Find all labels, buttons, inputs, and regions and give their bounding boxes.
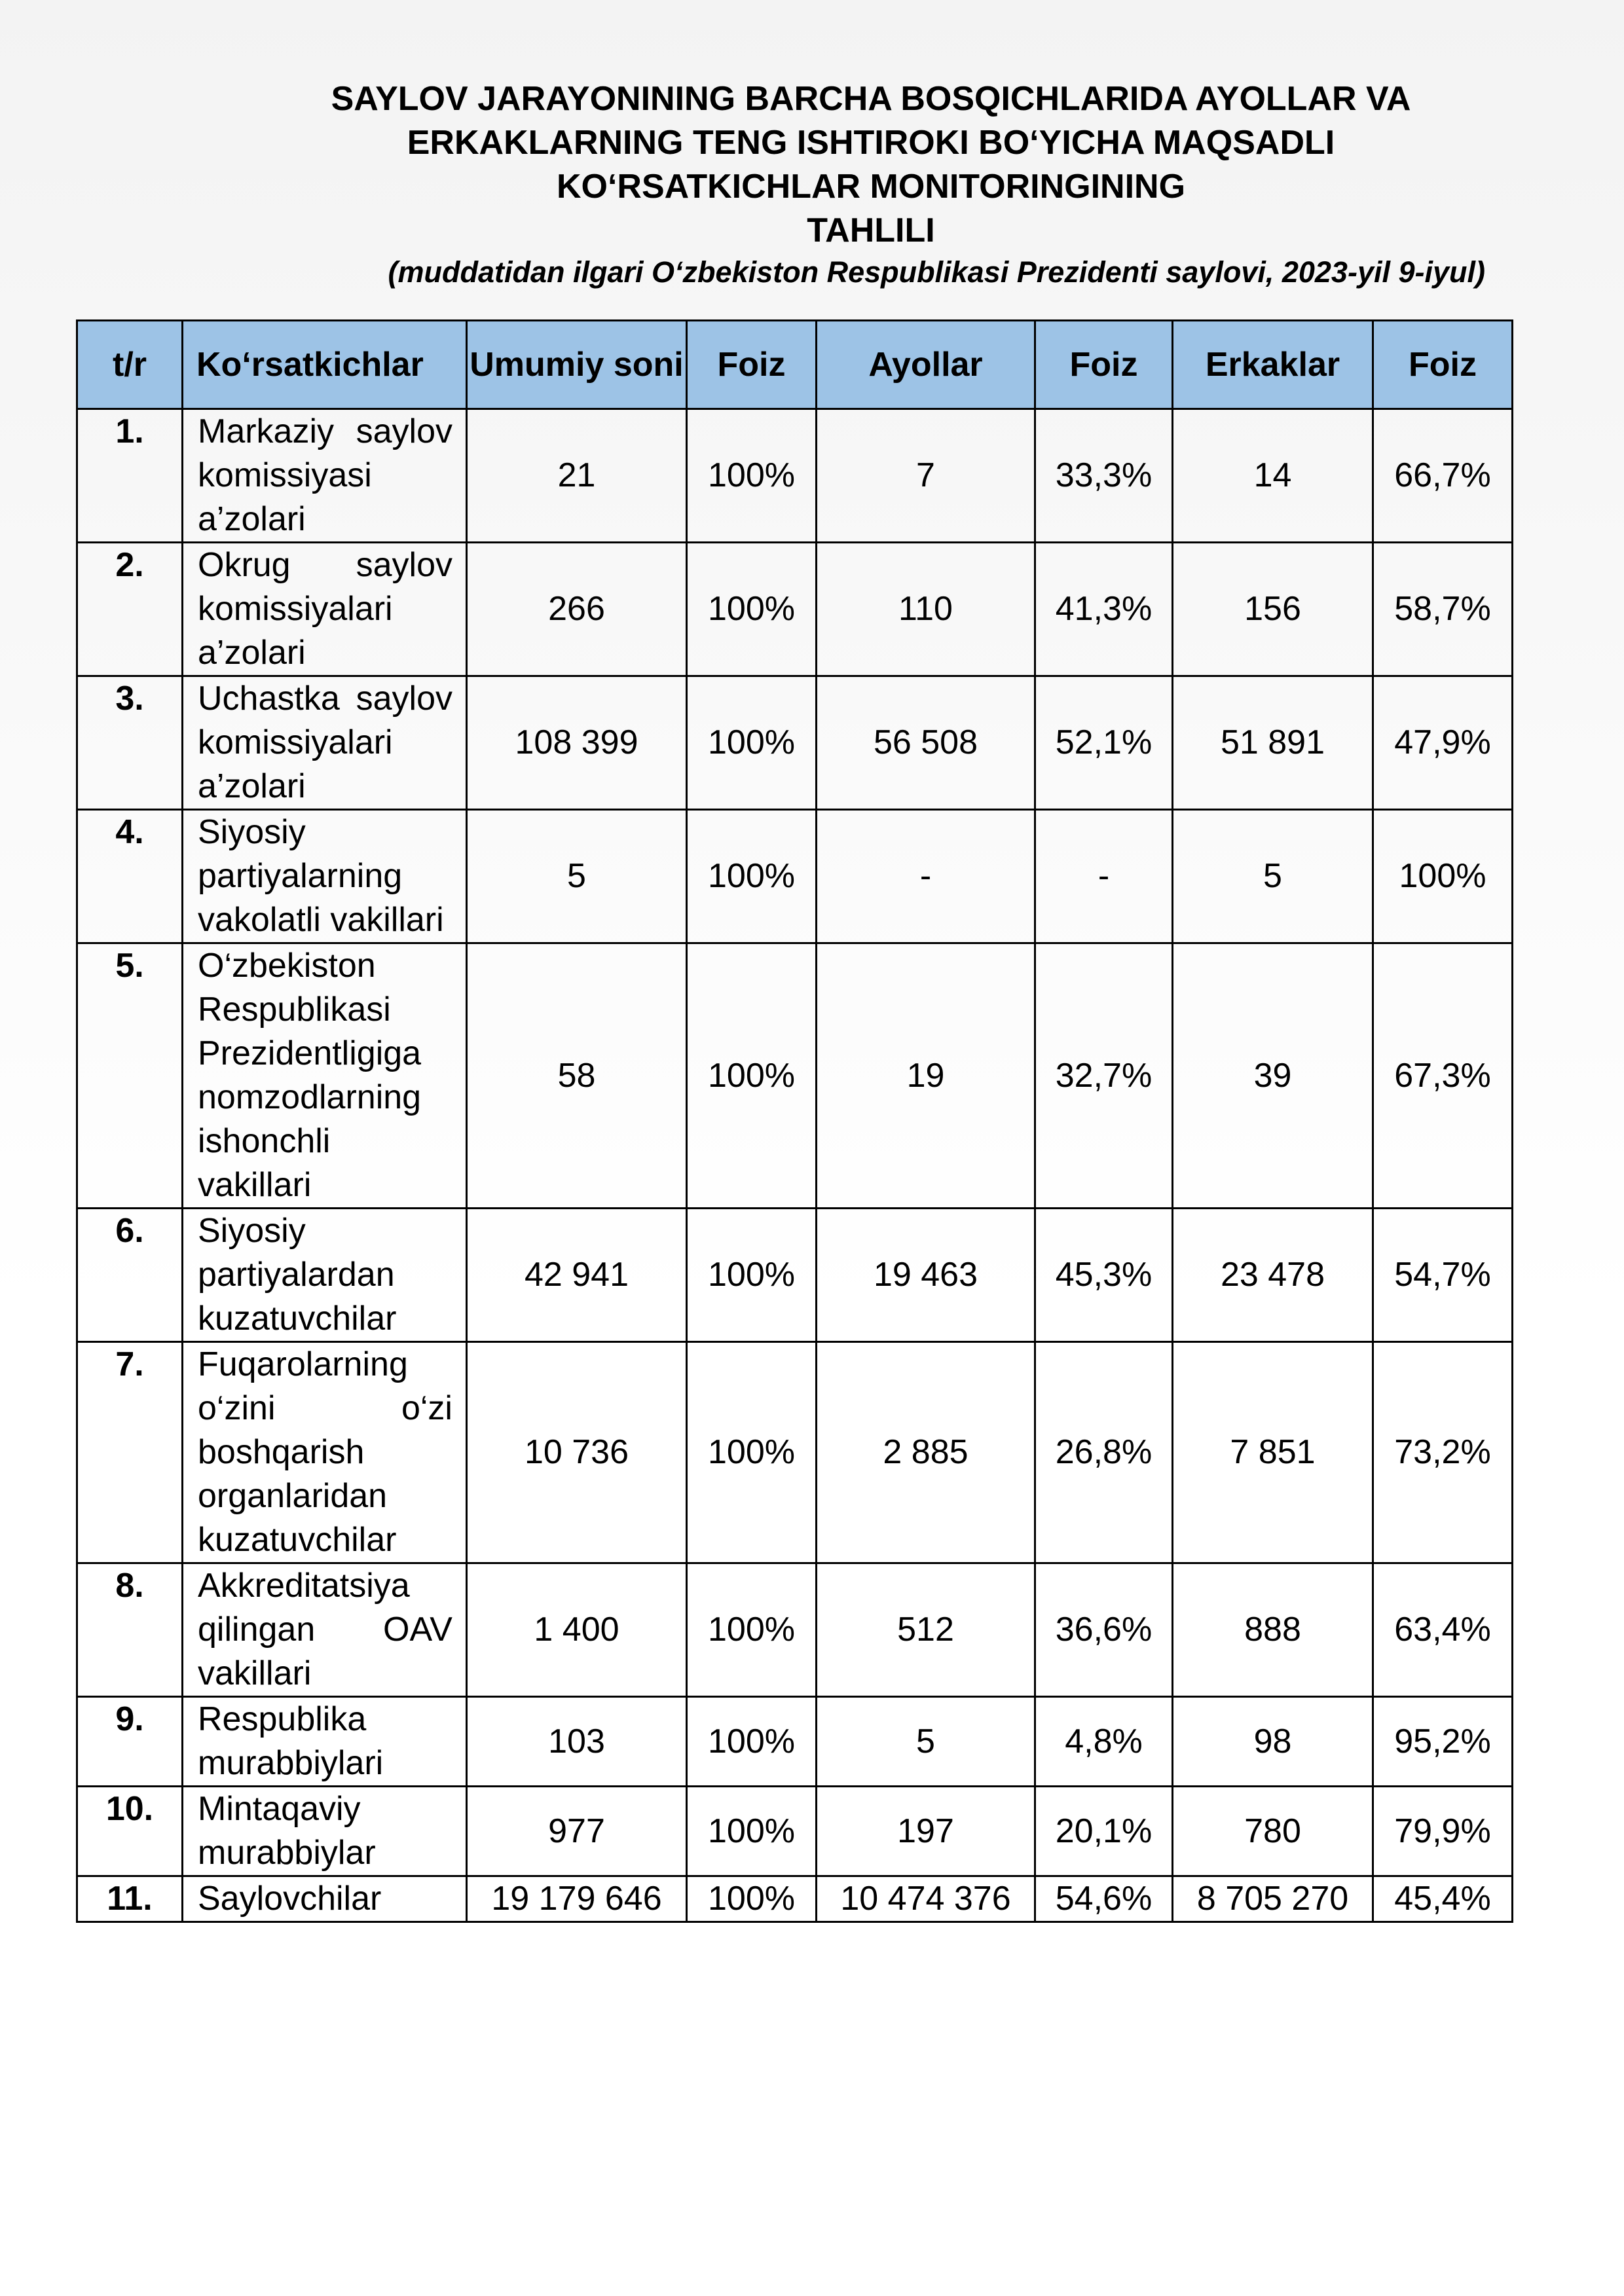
women-count: 10 474 376	[817, 1876, 1035, 1922]
men-count: 156	[1173, 543, 1373, 676]
women-percent: -	[1035, 810, 1173, 943]
total-count: 103	[467, 1697, 687, 1787]
women-count: 56 508	[817, 676, 1035, 810]
row-number: 4.	[77, 810, 183, 943]
total-count: 21	[467, 409, 687, 543]
table-row	[77, 1787, 1513, 1876]
women-count: 7	[817, 409, 1035, 543]
indicator-label: O‘zbekiston Respublikasi Prezidentligiga nomzodlarning ishonchli vakillari	[183, 943, 467, 1209]
total-count: 10 736	[467, 1342, 687, 1563]
indicator-label: Saylovchilar	[183, 1876, 467, 1922]
table-row	[77, 1209, 1513, 1342]
row-number: 2.	[77, 543, 183, 676]
title-line-3: KO‘RSATKICHLAR MONITORINGINING	[556, 168, 1186, 206]
header-men: Erkaklar	[1173, 321, 1373, 409]
men-percent: 67,3%	[1373, 943, 1513, 1209]
row-number: 10.	[77, 1787, 183, 1876]
total-percent: 100%	[687, 409, 817, 543]
women-count: 2 885	[817, 1342, 1035, 1563]
total-percent: 100%	[687, 1563, 817, 1697]
total-percent: 100%	[687, 676, 817, 810]
men-count: 23 478	[1173, 1209, 1373, 1342]
indicator-label: Uchastka saylov komissiyalari a’zolari	[183, 676, 467, 810]
table-row	[77, 543, 1513, 676]
total-percent: 100%	[687, 1697, 817, 1787]
title-line-1: SAYLOV JARAYONINING BARCHA BOSQICHLARIDA AYOLLAR VA	[331, 80, 1411, 118]
women-percent: 36,6%	[1035, 1563, 1173, 1697]
men-percent: 54,7%	[1373, 1209, 1513, 1342]
women-count: 19	[817, 943, 1035, 1209]
total-count: 42 941	[467, 1209, 687, 1342]
men-percent: 66,7%	[1373, 409, 1513, 543]
total-count: 5	[467, 810, 687, 943]
table-row	[77, 1342, 1513, 1563]
women-percent: 54,6%	[1035, 1876, 1173, 1922]
row-number: 8.	[77, 1563, 183, 1697]
indicator-label: Fuqarolarning o‘zini o‘zi boshqarish organlaridan kuzatuvchilar	[183, 1342, 467, 1563]
row-number: 7.	[77, 1342, 183, 1563]
total-count: 58	[467, 943, 687, 1209]
women-percent: 41,3%	[1035, 543, 1173, 676]
total-percent: 100%	[687, 943, 817, 1209]
row-number: 1.	[77, 409, 183, 543]
men-count: 98	[1173, 1697, 1373, 1787]
women-count: 110	[817, 543, 1035, 676]
row-number: 3.	[77, 676, 183, 810]
men-percent: 79,9%	[1373, 1787, 1513, 1876]
table-row	[77, 810, 1513, 943]
document-subtitle: (muddatidan ilgari O‘zbekiston Respublikasi Prezidenti saylovi, 2023-yil 9-iyul)	[388, 255, 1485, 289]
women-percent: 20,1%	[1035, 1787, 1173, 1876]
indicator-label: Siyosiy partiyalarning vakolatli vakillari	[183, 810, 467, 943]
total-count: 19 179 646	[467, 1876, 687, 1922]
men-percent: 100%	[1373, 810, 1513, 943]
women-percent: 4,8%	[1035, 1697, 1173, 1787]
men-count: 7 851	[1173, 1342, 1373, 1563]
men-count: 39	[1173, 943, 1373, 1209]
row-number: 6.	[77, 1209, 183, 1342]
indicator-label: Mintaqaviy murabbiylar	[183, 1787, 467, 1876]
total-count: 108 399	[467, 676, 687, 810]
women-count: 5	[817, 1697, 1035, 1787]
women-percent: 32,7%	[1035, 943, 1173, 1209]
indicator-label: Markaziy saylov komissiyasi a’zolari	[183, 409, 467, 543]
header-men-pct: Foiz	[1373, 321, 1513, 409]
indicator-label: Okrug saylov komissiyalari a’zolari	[183, 543, 467, 676]
total-count: 1 400	[467, 1563, 687, 1697]
men-percent: 58,7%	[1373, 543, 1513, 676]
women-count: 19 463	[817, 1209, 1035, 1342]
women-percent: 45,3%	[1035, 1209, 1173, 1342]
table-row	[77, 1876, 1513, 1922]
indicator-label: Respublika murabbiylari	[183, 1697, 467, 1787]
men-count: 51 891	[1173, 676, 1373, 810]
table-row	[77, 676, 1513, 810]
title-line-4: TAHLILI	[807, 211, 935, 249]
header-women-pct: Foiz	[1035, 321, 1173, 409]
total-percent: 100%	[687, 1342, 817, 1563]
men-count: 5	[1173, 810, 1373, 943]
women-percent: 52,1%	[1035, 676, 1173, 810]
men-percent: 63,4%	[1373, 1563, 1513, 1697]
men-count: 780	[1173, 1787, 1373, 1876]
men-count: 888	[1173, 1563, 1373, 1697]
table-row	[77, 943, 1513, 1209]
total-count: 977	[467, 1787, 687, 1876]
title-line-2: ERKAKLARNING TENG ISHTIROKI BO‘YICHA MAQSADLI	[407, 124, 1335, 162]
women-count: 512	[817, 1563, 1035, 1697]
women-count: 197	[817, 1787, 1035, 1876]
men-count: 14	[1173, 409, 1373, 543]
header-num: t/r	[77, 321, 183, 409]
men-count: 8 705 270	[1173, 1876, 1373, 1922]
total-count: 266	[467, 543, 687, 676]
table-row	[77, 409, 1513, 543]
indicator-label: Siyosiy partiyalardan kuzatuvchilar	[183, 1209, 467, 1342]
men-percent: 95,2%	[1373, 1697, 1513, 1787]
header-women: Ayollar	[817, 321, 1035, 409]
document-title	[249, 77, 1493, 253]
header-total: Umumiy soni	[467, 321, 687, 409]
total-percent: 100%	[687, 543, 817, 676]
table-body	[77, 409, 1513, 1922]
women-percent: 26,8%	[1035, 1342, 1173, 1563]
total-percent: 100%	[687, 1209, 817, 1342]
table-row	[77, 1697, 1513, 1787]
row-number: 11.	[77, 1876, 183, 1922]
table-row	[77, 1563, 1513, 1697]
men-percent: 47,9%	[1373, 676, 1513, 810]
men-percent: 73,2%	[1373, 1342, 1513, 1563]
total-percent: 100%	[687, 810, 817, 943]
row-number: 9.	[77, 1697, 183, 1787]
men-percent: 45,4%	[1373, 1876, 1513, 1922]
women-count: -	[817, 810, 1035, 943]
header-total-pct: Foiz	[687, 321, 817, 409]
total-percent: 100%	[687, 1876, 817, 1922]
indicators-table	[76, 319, 1513, 1923]
header-indicator: Ko‘rsatkichlar	[183, 321, 467, 409]
total-percent: 100%	[687, 1787, 817, 1876]
row-number: 5.	[77, 943, 183, 1209]
women-percent: 33,3%	[1035, 409, 1173, 543]
table-header-row	[77, 321, 1513, 409]
indicator-label: Akkreditatsiya qilingan OAV vakillari	[183, 1563, 467, 1697]
